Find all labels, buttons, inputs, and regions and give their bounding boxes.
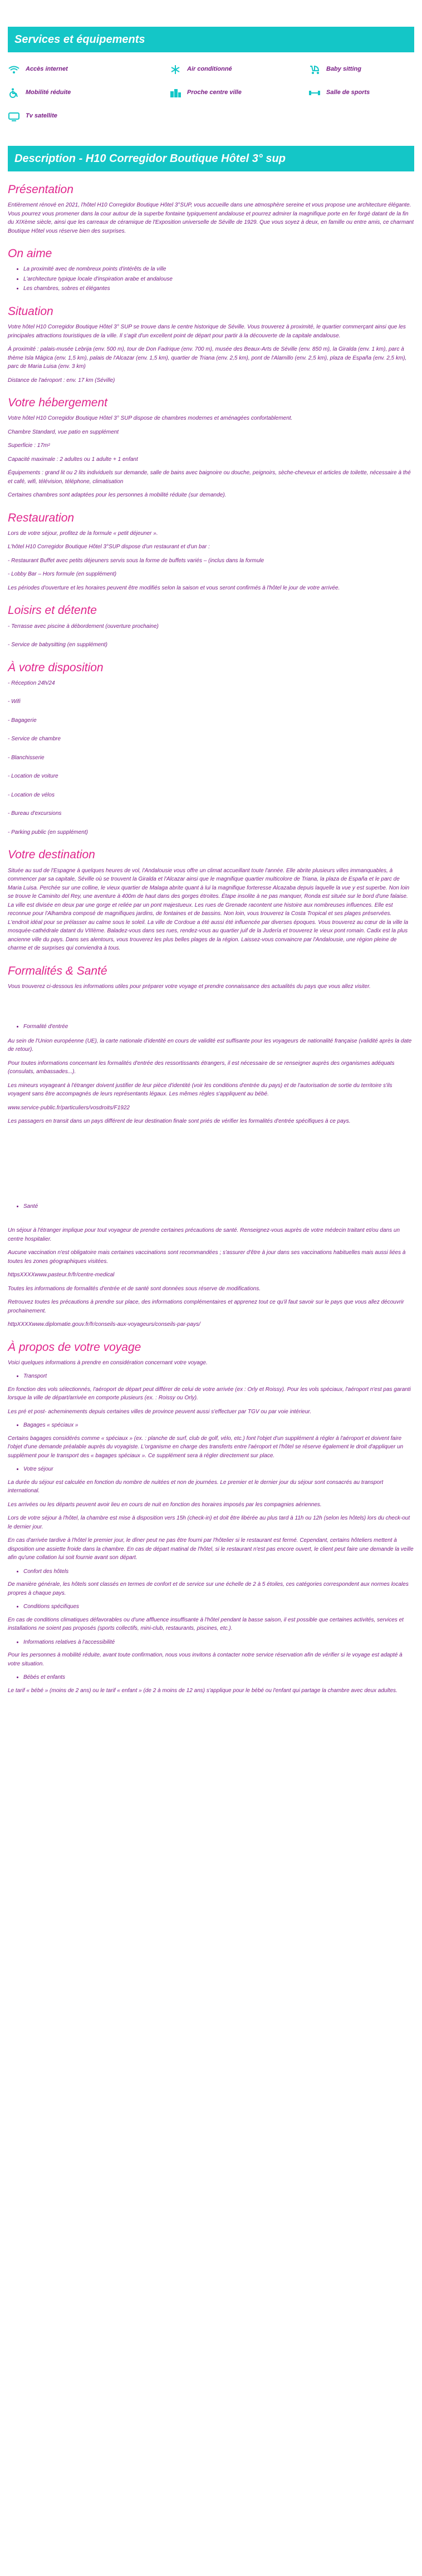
destination-text: Située au sud de l'Espagne à quelques heures de vol, l'Andalousie vous offre un climat accueillant toute l'année. Elle abrite plusieurs villes immanquables, à commencer par sa capitale, Séville où se trouvent la Giralda et l'Alcazar ainsi que le magnifique quartier multicolore de Triana, la plaza de España et le parc de Maria Luisa. Perchée sur une colline, le vieux quartier de Malaga abrite quant à lui la magnifique forteresse Alcazaba depuis laquelle la vue y est superbe. Non loin se trouve le Caminito del Rey, une aventure à 400m de haut dans des gorges étroites. Étape insolite à ne pas manquer, Ronda est située sur le bord d'une falaise. La ville est divisée en deux par une gorge et reliée par un pont majestueux. Les rues de Grenade racontent une histoire aux nombreuses influences. Elle est reconnue pour l'Alhambra composé de magnifiques jardins, de fontaines et de bassins. Non loin, vous trouverez la Costa Tropical et ses plages préservées. L'endroit idéal pour se prélasser au calme sous le soleil. La ville de Cordoue a été aussi été influencée par diverses époques. Vous trouverez au cœur de la ville la mosquée-cathédrale datant du VIIIème. Baladez-vous dans ses rues, rendez-vous au quartier juif de la Judería et trouverez le vieux pont romain. Cadix est la plus ancienne ville du pays. Dans ses alentours, vous trouverez les plus belles plages de la région. Laissez-vous convaincre par l'Andalousie, une région pleine de charme et de surprises qui conviendra à tous.: [8, 867, 410, 951]
aime-list: [8, 265, 414, 293]
presentation-text: Entièrement rénové en 2021, l'hôtel H10 Corregidor Boutique Hôtel 3°SUP, vous accueille dans une atmosphère sereine et vous propose une architecture élégante. Vous pourrez vous promener dans la cour autour de la superbe fontaine typiquement andalouse et pourrez admirer la magnifique porte en fer forgé datant de la fin du XIXème siècle, ainsi que les carreaux de céramique de l'Exposition universelle de Séville de 1929. Que vous soyez à deux, en famille ou entre amis, ce charmant Boutique Hôtel vous réserve bien des surprises.: [8, 202, 414, 234]
list-item: - Wifi: [8, 699, 21, 705]
list-item: • La proximité avec de nombreux points d'intérêts de la ville: [23, 265, 414, 274]
description-banner: Description - H10 Corregidor Boutique Hôtel 3° sup: [8, 146, 414, 171]
list-item: - Bureau d'excursions: [8, 810, 62, 817]
sante-list: [8, 1202, 414, 1211]
formalites-heading: Formalités & Santé: [8, 964, 107, 977]
service-air: [169, 60, 308, 79]
hebergement-p2: Chambre Standard, vue patio en supplément: [8, 429, 119, 435]
conditions-list: [8, 1602, 414, 1611]
buildings-icon: [169, 88, 181, 98]
transport-heading: • Transport: [23, 1372, 414, 1381]
transport-t1: En fonction des vols sélectionnés, l'aéroport de départ peut différer de celui de votre arrivée (ex : Orly et Roissy). Pour les vols spéciaux, l'aéroport n'est pas garanti lorsque la ville de départ/arrivée en comporte plusieurs (ex. : Roissy ou Orly).: [8, 1386, 411, 1402]
disposition-list: [8, 679, 414, 837]
wheelchair-icon: [8, 88, 20, 98]
sejour-v4: En cas d'arrivée tardive à l'hôtel le premier jour, le dîner peut ne pas être fourni par l'hôtelier si le restaurant est fermé. Cependant, certains hôteliers mettent à disposition une assiette froide dans la chambre. En cas de départ matinal de l'hôtel, si le restaurant n'est pas encore ouvert, le client peut faire une demande la veille afin qu'une collation lui soit fournie avant son départ.: [8, 1537, 414, 1561]
accessibilite-a1: Pour les personnes à mobilité réduite, avant toute confirmation, nous vous invitons à contacter notre service réservation afin de vérifier si le voyage est adapté à votre situation.: [8, 1652, 403, 1667]
services-grid: [8, 52, 414, 126]
list-item: • L'architecture typique locale d'inspiration arabe et andalouse: [23, 275, 414, 284]
confort-c1: De manière générale, les hôtels sont classés en termes de confort et de service sur une échelle de 2 à 5 étoiles, ces catégories correspondent aux normes locales propres à chaque pays.: [8, 1581, 409, 1596]
service-internet: [8, 60, 169, 79]
sejour-v2: Les arrivées ou les départs peuvent avoir lieu en cours de nuit en fonction des horaires imposés par les compagnies aériennes.: [8, 1501, 322, 1508]
list-item: - Location de voiture: [8, 773, 58, 780]
list-item: - Blanchisserie: [8, 754, 45, 761]
sante-s5: Retrouvez toutes les précautions à prendre sur place, des informations complémentaires et apprenez tout ce qu'il faut savoir sur le pays que vous allez découvrir prochainement.: [8, 1299, 404, 1314]
accessibilite-heading: • Informations relatives à l'accessibilité: [23, 1638, 414, 1647]
list-item: - Bagagerie: [8, 717, 37, 724]
service-label: Tv satellite: [26, 112, 57, 120]
service-tv: [8, 107, 169, 126]
list-item: - Terrasse avec piscine à débordement (ouverture prochaine): [8, 623, 159, 630]
list-item: • Les chambres, sobres et élégantes: [23, 284, 414, 293]
sejour-list: [8, 1465, 414, 1474]
loisirs-heading: Loisirs et détente: [8, 604, 97, 617]
snowflake-icon: [169, 65, 181, 75]
service-label: Mobilité réduite: [26, 89, 71, 96]
sejour-heading: • Votre séjour: [23, 1465, 414, 1474]
dumbbell-icon: [308, 88, 321, 98]
restauration-p5: Les périodes d'ouverture et les horaires peuvent être modifiés selon la saison et vous seront confirmés à l'hôtel le jour de votre arrivée.: [8, 584, 340, 591]
restauration-heading: Restauration: [8, 511, 75, 524]
sante-heading: • Santé: [23, 1202, 414, 1211]
apropos-heading: À propos de votre voyage: [8, 1340, 141, 1354]
transport-list: [8, 1372, 414, 1381]
conditions-k1: En cas de conditions climatiques défavorables ou d'une affluence insuffisante à l'hôtel pendant la basse saison, il est possible que certaines activités, services et installations ne soient pas proposés (sports collectifs, mini-club, restaurants, piscines, etc.).: [8, 1616, 404, 1632]
formalites-intro: Vous trouverez ci-dessous les informations utiles pour préparer votre voyage et prendre connaissance des actualités du pays que vous allez visiter.: [8, 983, 371, 990]
formalites-entry-list: [8, 1022, 414, 1031]
service-label: Air conditionné: [187, 66, 232, 73]
list-item: - Service de babysitting (en supplément): [8, 642, 107, 648]
sante-s1: Un séjour à l'étranger implique pour tout voyageur de prendre certaines précautions de santé. Renseignez-vous auprès de votre médecin traitant et/ou dans un centre hospitalier.: [8, 1227, 400, 1242]
service-center: [169, 83, 308, 102]
formalites-f1: Au sein de l'Union européenne (UE), la carte nationale d'identité en cours de validité est suffisante pour les voyageurs de nationalité française (validité après la date de retour).: [8, 1038, 412, 1053]
enfants-e1: Le tarif « bébé » (moins de 2 ans) ou le tarif « enfant » (de 2 à moins de 12 ans) s'applique pour le bébé ou l'enfant qui partage la chambre avec deux adultes.: [8, 1687, 398, 1694]
confort-list: [8, 1567, 414, 1576]
hebergement-p6: Certaines chambres sont adaptées pour les personnes à mobilité réduite (sur demande).: [8, 492, 227, 499]
list-item: - Parking public (en supplément): [8, 829, 88, 835]
aime-heading: On aime: [8, 247, 52, 260]
restauration-p3: - Restaurant Buffet avec petits déjeuners servis sous la forme de buffets variés – (inclus dans la formule: [8, 557, 264, 564]
services-banner: Services et équipements: [8, 27, 414, 52]
sante-s2: Aucune vaccination n'est obligatoire mais certaines vaccinations sont recommandées ; s'assurer d'être à jour dans ses vaccinations habituelles mais aussi liées à toutes les zones géographiques visitées.: [8, 1250, 406, 1265]
hebergement-p5: Équipements : grand lit ou 2 lits individuels sur demande, salle de bains avec baignoire ou douche, peignoirs, sèche-cheveux et articles de toilette, nécessaire à thé et café, wifi, télévision, téléphone, climatisation: [8, 470, 411, 485]
situation-heading: Situation: [8, 304, 53, 318]
confort-heading: • Confort des hôtels: [23, 1567, 414, 1576]
sejour-v3: Lors de votre séjour à l'hôtel, la chambre est mise à disposition vers 15h (check-in) et doit être libérée au plus tard à 11h ou 12h (selon les hôtels) lors du check-out le dernier jour.: [8, 1515, 410, 1530]
service-baby: [308, 60, 414, 79]
service-gym: [308, 83, 414, 102]
stroller-icon: [308, 65, 321, 75]
sejour-v1: La durée du séjour est calculée en fonction du nombre de nuitées et non de journées. Le premier et le dernier jour du séjour sont consacrés au transport international.: [8, 1479, 384, 1495]
sante-s6: httpXXXXwww.diplomatie.gouv.fr/fr/conseils-aux-voyageurs/conseils-par-pays/: [8, 1321, 200, 1328]
hebergement-p3: Superficie : 17m²: [8, 443, 50, 449]
list-item: - Service de chambre: [8, 736, 61, 743]
service-label: Accès internet: [26, 66, 68, 73]
destination-heading: Votre destination: [8, 848, 95, 862]
service-label: Proche centre ville: [187, 89, 242, 96]
service-label: Baby sitting: [326, 66, 361, 73]
wifi-icon: [8, 65, 20, 75]
page-content: [0, 27, 422, 1695]
hebergement-p1: Votre hôtel H10 Corregidor Boutique Hôtel 3° SUP dispose de chambres modernes et aménagées confortablement.: [8, 415, 293, 422]
apropos-intro: Voici quelques informations à prendre en considération concernant votre voyage.: [8, 1359, 208, 1366]
hebergement-heading: Votre hébergement: [8, 396, 108, 410]
formalites-f4: www.service-public.fr/particuliers/vosdroits/F1922: [8, 1104, 130, 1111]
bagages-list: [8, 1421, 414, 1430]
disposition-heading: À votre disposition: [8, 661, 104, 674]
restauration-p2: L'hôtel H10 Corregidor Boutique Hôtel 3°SUP dispose d'un restaurant et d'un bar :: [8, 544, 210, 550]
sante-s4: Toutes les informations de formalités d'entrée et de santé sont données sous réserve de modifications.: [8, 1285, 261, 1292]
tv-icon: [8, 111, 20, 121]
bagages-heading: • Bagages « spéciaux »: [23, 1421, 414, 1430]
hebergement-p4: Capacité maximale : 2 adultes ou 1 adulte + 1 enfant: [8, 456, 138, 463]
list-item: - Réception 24h/24: [8, 680, 55, 686]
restauration-p4: - Lobby Bar – Hors formule (en supplément): [8, 571, 117, 578]
transport-t2: Les pré et post- acheminements depuis certaines villes de province peuvent aussi s'effectuer par TGV ou par voie intérieur.: [8, 1408, 312, 1415]
situation-p1: Votre hôtel H10 Corregidor Boutique Hôtel 3° SUP se trouve dans le centre historique de Séville. Vous trouverez à proximité, le quartier commerçant ainsi que les principales attractions touristiques de la ville. Il s'agit d'un excellent point de départ pour partir à la découverte de la capitale andalouse.: [8, 324, 406, 339]
restauration-p1: Lors de votre séjour, profitez de la formule « petit déjeuner ».: [8, 530, 158, 537]
conditions-heading: • Conditions spécifiques: [23, 1602, 414, 1611]
formalites-f3: Les mineurs voyageant à l'étranger doivent justifier de leur pièce d'identité (voir les conditions d'entrée du pays) et de l'autorisation de sortie du territoire s'ils voyagent sans être accompagnés de leurs représentants légaux. Les mêmes règles s'appliquent au bébé.: [8, 1082, 392, 1098]
formalite-entree-heading: • Formalité d'entrée: [23, 1022, 414, 1031]
bagages-b1: Certains bagages considérés comme « spéciaux » (ex. : planche de surf, club de golf, vélo, etc.) font l'objet d'un supplément à régler à l'aéroport et doivent faire l'objet d'une demande préalable auprès du voyagiste. L'organisme en charge des transferts entre l'aéroport et l'hôtel se réserve également le droit d'appliquer un supplément pour le transport des « bagages spéciaux ». Ce supplément sera à régler directement sur place.: [8, 1435, 404, 1459]
presentation-heading: Présentation: [8, 183, 73, 196]
enfants-heading: • Bébés et enfants: [23, 1673, 414, 1682]
service-mobility: [8, 83, 169, 102]
accessibilite-list: [8, 1638, 414, 1647]
formalites-f2: Pour toutes informations concernant les formalités d'entrée des ressortissants étrangers, il est nécessaire de se renseigner auprès des organismes adéquats (consulats, ambassades...).: [8, 1060, 395, 1075]
list-item: - Location de vélos: [8, 792, 55, 798]
situation-p3: Distance de l'aéroport : env. 17 km (Séville): [8, 377, 115, 384]
service-label: Salle de sports: [326, 89, 370, 96]
situation-p2: À proximité : palais-musée Lebrija (env. 500 m), tour de Don Fadrique (env. 700 m), musée des Beaux-Arts de Séville (env. 850 m), la Giralda (env. 1 km), parc à thème Isla Mágica (env. 1,5 km), palais de l'Alcazar (env. 1,5 km), quartier de Triana (env. 2,5 km), pont de l'Alamillo (env. 2,5 km), plaza de España (env. 2,5 km), parc de Maria Luisa (env. 3 km): [8, 346, 407, 370]
sante-s3: httpsXXXXwww.pasteur.fr/fr/centre-medical: [8, 1272, 115, 1279]
formalites-f5: Les passagers en transit dans un pays différent de leur destination finale sont priés de vérifier les formalités d'entrée spécifiques à ce pays.: [8, 1118, 351, 1125]
enfants-list: [8, 1673, 414, 1682]
loisirs-list: [8, 622, 414, 650]
